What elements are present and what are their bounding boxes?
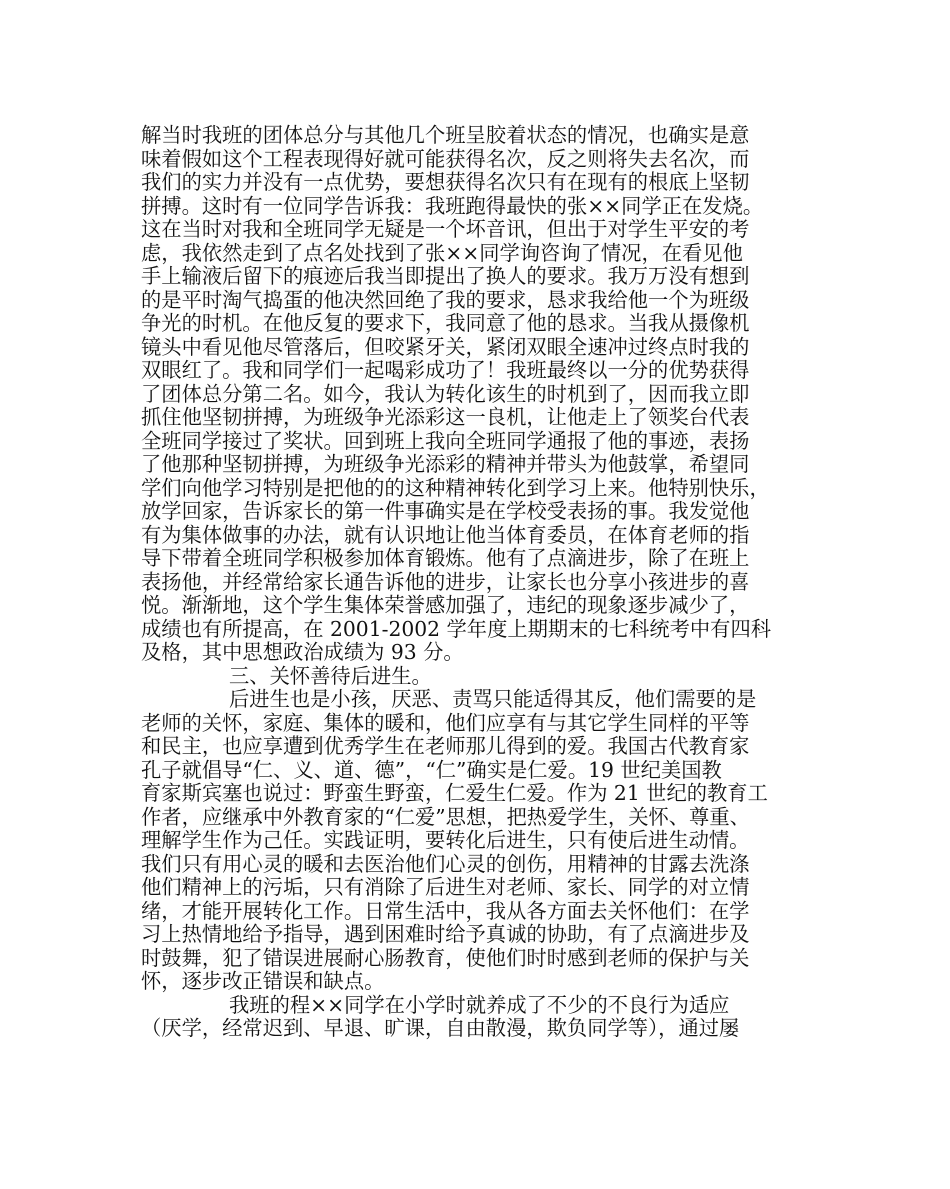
text-line: 味着假如这个工程表现得好就可能获得名次，反之则将失去名次，而 [141,146,750,171]
text-line: 争光的时机。在他反复的要求下，我同意了他的恳求。当我从摄像机 [141,311,750,335]
text-line: 全班同学接过了奖状。回到班上我向全班同学通报了他的事迹，表扬 [141,428,750,453]
text-line: 的是平时淘气捣蛋的他决然回绝了我的要求，恳求我给他一个为班级 [141,287,750,312]
text-line: 孔子就倡导“仁、义、道、德”，“仁”确实是仁爱。19 世纪美国教 [141,757,722,782]
text-line: 我们只有用心灵的暖和去医治他们心灵的创伤，用精神的甘露去洗涤 [141,851,750,876]
text-line: 老师的关怀，家庭、集体的暖和，他们应享有与其它学生同样的平等 [141,710,750,735]
text-line: 成绩也有所提高，在 2001-2002 学年度上期期末的七科统考中有四科 [141,616,772,641]
paragraph-start-line: 后进生也是小孩，厌恶、责骂只能适得其反，他们需要的是 [229,687,757,711]
text-line: 虑，我依然走到了点名处找到了张××同学询咨询了情况，在看见他 [141,240,743,265]
text-line: 解当时我班的团体总分与其他几个班呈胶着状态的情况，也确实是意 [141,123,750,147]
text-line: 他们精神上的污垢，只有消除了后进生对老师、家长、同学的对立情 [141,875,750,899]
text-line: 有为集体做事的办法，就有认识地让他当体育委员，在体育老师的指 [141,522,750,547]
text-line: 和民主，也应享遭到优秀学生在老师那儿得到的爱。我国古代教育家 [141,734,750,758]
text-line: 镜头中看见他尽管落后，但咬紧牙关，紧闭双眼全速冲过终点时我的 [141,334,750,359]
text-line: 及格，其中思想政治成绩为 93 分。 [141,640,464,664]
text-line: 作者，应继承中外教育家的“仁爱”思想，把热爱学生，关怀、尊重、 [141,804,750,829]
text-line: 手上输液后留下的痕迹后我当即提出了换人的要求。我万万没有想到 [141,264,750,288]
text-line: 习上热情地给予指导，遇到困难时给予真诚的协助，有了点滴进步及 [141,922,750,946]
text-line: 拼搏。这时有一位同学告诉我：我班跑得最快的张××同学正在发烧。 [141,193,764,218]
text-line: 我们的实力并没有一点优势，要想获得名次只有在现有的根底上坚韧 [141,170,750,194]
text-line: 育家斯宾塞也说过：野蛮生野蛮，仁爱生仁爱。作为 21 世纪的教育工 [141,781,768,805]
text-line: 抓住他坚韧拼搏，为班级争光添彩这一良机，让他走上了领奖台代表 [141,405,750,429]
body-text [141,124,821,1041]
text-line: 时鼓舞，犯了错误进展耐心肠教育，使他们时时感到老师的保护与关 [141,945,750,970]
text-line: 理解学生作为己任。实践证明，要转化后进生，只有使后进生动情。 [141,828,750,852]
text-line: 表扬他，并经常给家长通告诉他的进步，让家长也分享小孩进步的喜 [141,569,750,594]
paragraph-start-line: 我班的程××同学在小学时就养成了不少的不良行为适应 [229,992,730,1017]
text-line: 悦。渐渐地，这个学生集体荣誉感加强了，违纪的现象逐步减少了， [141,593,750,617]
text-line: 了他那种坚韧拼搏，为班级争光添彩的精神并带头为他鼓掌，希望同 [141,452,750,476]
text-line: 放学回家，告诉家长的第一件事确实是在学校受表扬的事。我发觉他 [141,499,750,523]
text-line: 了团体总分第二名。如今，我认为转化该生的时机到了，因而我立即 [141,381,750,406]
text-line: 双眼红了。我和同学们一起喝彩成功了！我班最终以一分的优势获得 [141,358,750,382]
text-line: （厌学，经常迟到、早退、旷课，自由散漫，欺负同学等），通过屡 [141,1016,740,1040]
section-heading: 三、关怀善待后进生。 [229,663,432,688]
text-line: 绪，才能开展转化工作。日常生活中，我从各方面去关怀他们：在学 [141,898,750,923]
text-line: 学们向他学习特别是把他的的这种精神转化到学习上来。他特别快乐， [141,475,770,500]
text-line: 怀，逐步改正错误和缺点。 [141,969,385,993]
text-line: 导下带着全班同学积极参加体育锻炼。他有了点滴进步，除了在班上 [141,546,750,570]
text-line: 这在当时对我和全班同学无疑是一个坏音讯，但出于对学生平安的考 [141,217,750,241]
